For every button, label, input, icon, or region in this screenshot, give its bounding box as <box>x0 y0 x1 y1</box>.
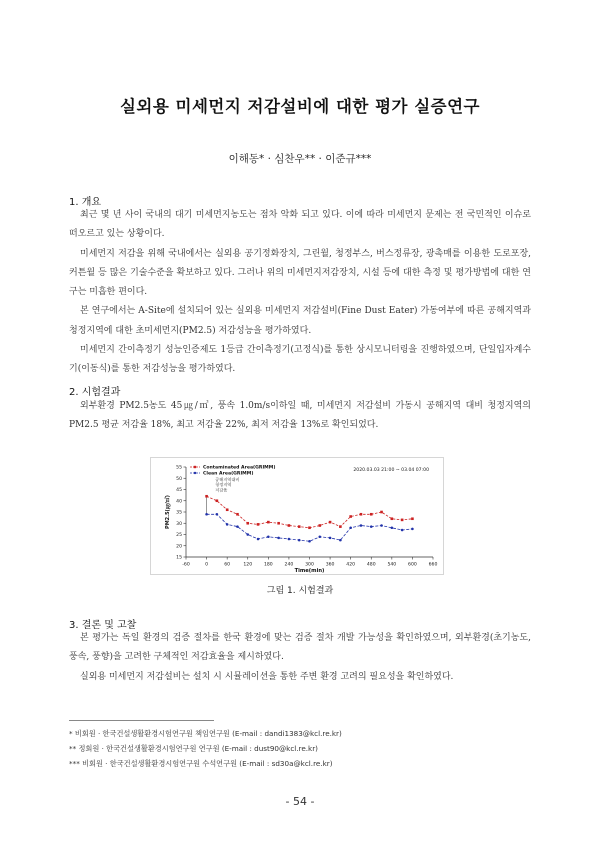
x-tick-label: 360 <box>325 562 335 568</box>
data-point <box>288 538 291 541</box>
y-tick-label: 30 <box>176 521 182 527</box>
data-point <box>380 524 383 527</box>
data-point <box>236 525 239 528</box>
data-point <box>370 525 373 528</box>
section-body-conclusion <box>69 629 531 687</box>
data-point <box>339 539 342 542</box>
data-point <box>380 511 383 514</box>
footnote-divider <box>69 720 214 721</box>
y-tick-label: 20 <box>176 544 182 550</box>
legend-marker <box>194 472 196 474</box>
y-tick-label: 35 <box>176 510 182 516</box>
section-heading-overview: 1. 개요 <box>69 197 102 208</box>
page-number: - 54 - <box>285 795 315 808</box>
figure-caption: 그림 1. 시험결과 <box>266 586 334 596</box>
data-point <box>267 535 270 538</box>
y-tick-label: 25 <box>176 533 182 539</box>
footnote: *** 비회원 · 한국건설생활환경시험연구원 수석연구원 (E-mail : sd30a@kcl.re.kr) <box>69 759 333 768</box>
x-tick-label: 300 <box>305 562 314 568</box>
chart-annotation: 저감율 <box>215 487 228 493</box>
data-point <box>391 526 394 529</box>
x-tick-label: 180 <box>263 562 273 568</box>
data-point <box>329 521 332 524</box>
data-point <box>288 524 291 527</box>
y-tick-label: 15 <box>176 555 182 561</box>
data-point <box>246 533 249 536</box>
data-point <box>339 525 342 528</box>
data-point <box>308 526 311 529</box>
data-point <box>277 537 280 540</box>
x-tick-label: 120 <box>243 562 253 568</box>
x-tick-label: 660 <box>428 562 438 568</box>
section-body-overview <box>69 206 531 380</box>
data-point <box>318 535 321 538</box>
legend-marker <box>194 466 196 468</box>
data-point <box>226 523 229 526</box>
data-point <box>318 524 321 527</box>
data-point <box>308 540 311 543</box>
paragraph: 실외용 미세먼지 저감설비는 설치 시 시뮬레이션을 통한 주변 환경 고려의 필요성을 확인하였다. <box>80 671 454 682</box>
data-point <box>349 515 352 518</box>
data-point <box>349 526 352 529</box>
x-axis-label: Time(min) <box>294 568 325 574</box>
x-tick-label: 480 <box>366 562 376 568</box>
pm25-line-chart <box>150 457 444 575</box>
data-point <box>298 525 301 528</box>
paragraph: 본 평가는 독일 환경의 검증 절차를 한국 환경에 맞는 검증 절차 개발 가능성을 확인하였으며, 외부환경(초기농도, 풍속, 풍향)을 고려한 구체적인 저감효율을 제시하였다. <box>69 633 531 663</box>
data-point <box>370 513 373 516</box>
x-tick-label: 240 <box>284 562 294 568</box>
data-point <box>401 529 404 532</box>
data-point <box>401 519 404 522</box>
paragraph: 최근 몇 년 사이 국내의 대기 미세먼지농도는 점차 악화 되고 있다. 이에 따라 미세먼지 문제는 전 국민적인 이슈로 떠오르고 있는 상황이다. <box>69 210 531 240</box>
data-point <box>257 523 260 526</box>
data-point <box>391 517 394 520</box>
x-tick-label: 0 <box>205 562 209 568</box>
y-tick-label: 40 <box>176 499 182 505</box>
data-point <box>329 537 332 540</box>
data-point <box>246 522 249 525</box>
y-axis-label: PM2.5(㎍/㎥) <box>165 495 171 529</box>
x-tick-label: 540 <box>387 562 397 568</box>
data-point <box>257 538 260 541</box>
footnote: ** 정회원 · 한국건설생활환경시험연구원 연구원 (E-mail : dust90@kcl.re.kr) <box>69 744 318 753</box>
chart-annotation: 청정지역 <box>215 482 232 488</box>
section-heading-results: 2. 시험결과 <box>69 387 121 398</box>
section-heading-conclusion: 3. 결론 및 고찰 <box>69 620 137 631</box>
paragraph: 미세먼지 저감을 위해 국내에서는 실외용 공기정화장치, 그린월, 청정부스, 버스정류장, 광촉매를 이용한 도로포장, 커튼월 등 많은 기술수준을 확보하고 있다. 그러나 위의 미세먼지저감장치, 시설 등에 대한 측정 및 평가방법에 대한 연구는 미흡한 편이다. <box>69 248 531 298</box>
legend-label: Clean Area(GRIMM) <box>203 471 254 477</box>
data-point <box>205 495 208 498</box>
x-tick-label: 600 <box>408 562 417 568</box>
x-tick-label: 420 <box>346 562 356 568</box>
y-tick-label: 55 <box>176 465 182 471</box>
data-point <box>360 524 363 527</box>
footnote: * 비회원 · 한국건설생활환경시험연구원 책임연구원 (E-mail : dandi1383@kcl.re.kr) <box>69 729 342 738</box>
data-point <box>411 517 414 520</box>
paragraph: 본 연구에서는 A-Site에 설치되어 있는 실외용 미세먼지 저감설비(Fine Dust Eater) 가동여부에 따른 공해지역과 청정지역에 대한 초미세먼지(PM2.5) 저감성능을 평가하였다. <box>69 306 531 336</box>
y-tick-label: 50 <box>176 476 182 482</box>
paragraph: 외부환경 PM2.5농도 45㎍/㎥, 풍속 1.0m/s이하일 때, 미세먼지 저감설비 가동시 공해지역 대비 청정지역의 PM2.5 평균 저감율 18%, 최고 저감율 22%, 최저 저감율 13%로 확인되었다. <box>69 401 531 431</box>
data-point <box>360 513 363 516</box>
data-point <box>216 499 219 502</box>
paper-title: 실외용 미세먼지 저감설비에 대한 평가 실증연구 <box>119 97 480 116</box>
data-point <box>411 528 414 531</box>
data-point <box>267 521 270 524</box>
data-point <box>298 539 301 542</box>
chart-date-range: 2020.03.03 21:00 ~ 03.04 07:00 <box>353 468 429 473</box>
data-point <box>205 513 208 516</box>
chart-annotation: 공해지역대비 <box>215 477 240 482</box>
author-list: 이해동* · 심찬우** · 이준규*** <box>228 153 372 165</box>
x-tick-label: -60 <box>182 562 190 568</box>
data-point <box>236 513 239 516</box>
legend-label: Contaminated Area(GRIMM) <box>203 465 276 471</box>
y-tick-label: 45 <box>176 488 182 494</box>
paragraph: 미세먼지 간이측정기 성능인증제도 1등급 간이측정기(고정식)를 통한 상시모니터링을 진행하였으며, 단일입자계수기(이동식)를 통한 저감성능을 평가하였다. <box>69 345 531 375</box>
data-point <box>226 508 229 511</box>
section-body-results <box>69 397 531 436</box>
data-point <box>216 513 219 516</box>
x-tick-label: 60 <box>224 562 231 568</box>
data-point <box>277 522 280 525</box>
